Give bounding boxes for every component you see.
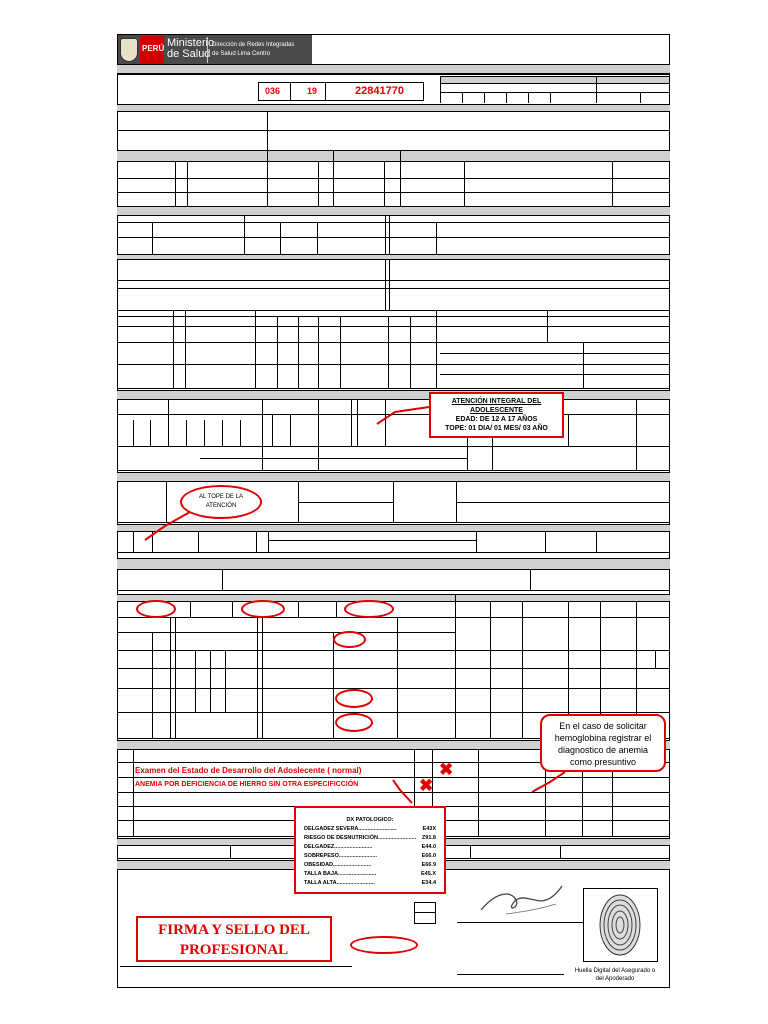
dx-item-label: TALLA ALTA......................... xyxy=(304,880,375,886)
dx-item-code: E43X xyxy=(422,826,436,832)
dx-item-code: E66.0 xyxy=(421,853,436,859)
country-label: PERÚ xyxy=(142,44,165,53)
dx-patologico-list xyxy=(304,825,436,888)
dx-patologico-title: DX PATOLOGICO: xyxy=(346,817,394,823)
adolescent-title: ATENCIÓN INTEGRAL DEL ADOLESCENTE xyxy=(451,398,542,414)
dx-patologico-callout xyxy=(294,806,446,894)
dx-patologico-item xyxy=(304,861,436,870)
dx-item-code: E66.9 xyxy=(421,862,436,868)
signature-label-1: FIRMA Y SELLO DEL xyxy=(158,922,310,938)
adolescent-callout xyxy=(429,392,564,438)
dx-item-code: Z91.8 xyxy=(421,835,436,841)
red-x-mark-1: ✖ xyxy=(439,760,454,779)
fingerprint-caption-2: del Apoderado xyxy=(595,976,635,982)
dx-patologico-item xyxy=(304,843,436,852)
hemoglobin-callout: En el caso de solicitar hemoglobina registrar el diagnostico de anemia como presuntivo xyxy=(540,714,666,772)
dx-patologico-item xyxy=(304,870,436,879)
signature-label-2: PROFESIONAL xyxy=(179,942,289,958)
tope-line-2: ATENCIÓN xyxy=(205,503,237,509)
form-code-2: 19 xyxy=(307,86,318,96)
direction-line-2: de Salud Lima Centro xyxy=(212,51,271,57)
dx-patologico-item xyxy=(304,879,436,888)
tope-line-1: AL TOPE DE LA xyxy=(199,494,243,500)
dx-item-label: SOBREPESO......................... xyxy=(304,853,378,859)
diagnosis-2: ANEMIA POR DEFICIENCIA DE HIERRO SIN OTRA ESPECIFICCIÓN xyxy=(135,781,359,788)
adolescent-age: EDAD: DE 12 A 17 AÑOS xyxy=(455,416,538,423)
dx-item-label: OBESIDAD......................... xyxy=(304,862,372,868)
dx-item-label: DELGADEZ SEVERA......................... xyxy=(304,826,397,832)
dx-patologico-item xyxy=(304,825,436,834)
dx-item-code: E45.X xyxy=(421,871,436,877)
dx-item-label: TALLA BAJA......................... xyxy=(304,871,377,877)
dx-item-code: E34.4 xyxy=(421,880,436,886)
ministry-line-1: Ministerio xyxy=(167,37,215,49)
dx-item-label: RIESGO DE DESNUTRICIÓN......................... xyxy=(304,835,417,841)
direction-line-1: Dirección de Redes Integradas xyxy=(212,42,295,48)
form-code-1: 036 xyxy=(265,86,281,96)
dx-item-label: DELGADEZ......................... xyxy=(304,844,373,850)
fingerprint-caption-1: Huella Digital del Asegurado o xyxy=(574,968,656,974)
form-number: 22841770 xyxy=(355,85,404,97)
dx-patologico-item xyxy=(304,852,436,861)
ministry-line-2: de Salud xyxy=(167,48,211,60)
dx-patologico-item xyxy=(304,834,436,843)
red-x-mark-2: ✖ xyxy=(419,776,434,795)
dx-item-code: E44.0 xyxy=(421,844,436,850)
adolescent-limit: TOPE: 01 DIA/ 01 MES/ 03 AÑO xyxy=(445,425,548,432)
tope-callout xyxy=(180,485,262,519)
diagnosis-1: Examen del Estado de Desarrollo del Adoslecente ( normal) xyxy=(135,766,362,775)
